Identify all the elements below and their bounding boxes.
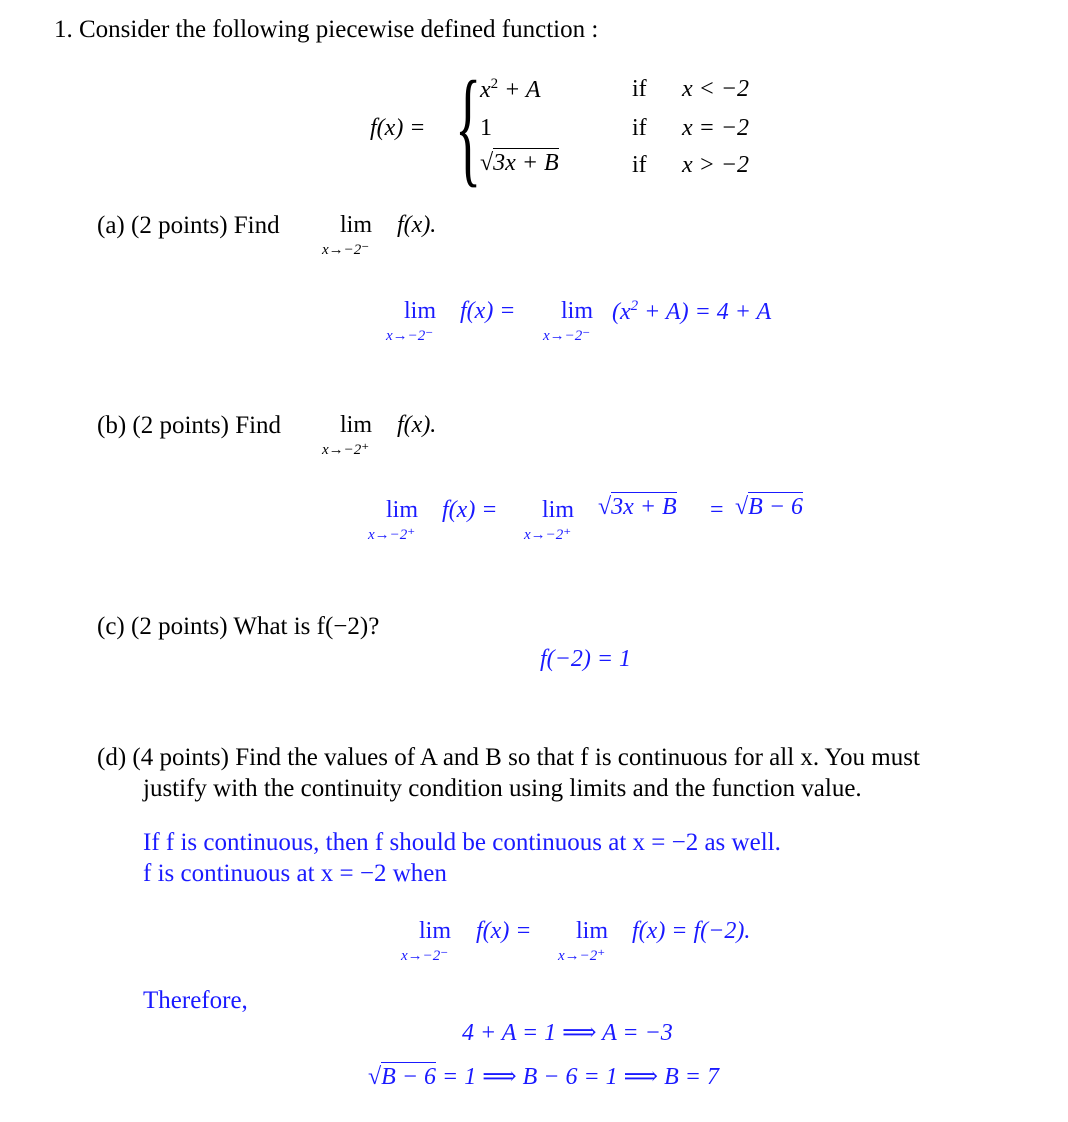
part-b-func: f(x). — [397, 412, 437, 438]
part-d-answer-line2: f is continuous at x = −2 when — [143, 860, 447, 887]
d-cond-rhs: f(x) = f(−2). — [632, 918, 751, 944]
case-1-condition: x < −2 — [682, 76, 750, 102]
a-ans-lim1: lim — [404, 298, 437, 324]
function-lhs: f(x) = — [370, 115, 426, 141]
case-1-if: if — [632, 76, 647, 102]
part-a-lim-sub: x→−2⁻ — [322, 242, 370, 258]
part-d-question-line1: (d) (4 points) Find the values of A and B so that f is continuous for all x. You must — [97, 744, 920, 771]
a-ans-sub1: x→−2⁻ — [386, 328, 434, 344]
case-3-expr: √3x + B — [480, 150, 559, 176]
a-ans-sub2: x→−2⁻ — [543, 328, 591, 344]
part-d-answer-line1: If f is continuous, then f should be continuous at x = −2 as well. — [143, 829, 781, 856]
part-a-question: (a) (2 points) Find — [97, 212, 280, 239]
a-ans-mid: f(x) = — [460, 298, 516, 324]
part-d-eq1: 4 + A = 1 ⟹ A = −3 — [462, 1020, 673, 1046]
d-cond-lim1: lim — [419, 918, 452, 944]
b-ans-lim1: lim — [386, 497, 419, 523]
case-1-expr: $x^2 + A$ — [480, 76, 541, 103]
part-d-question-line2: justify with the continuity condition using limits and the function value. — [143, 775, 862, 802]
case-3-condition: x > −2 — [682, 152, 750, 178]
d-cond-sub2: x→−2⁺ — [558, 948, 606, 964]
d-cond-sub1: x→−2⁻ — [401, 948, 449, 964]
b-ans-sub1: x→−2⁺ — [368, 527, 416, 543]
a-ans-rhs: $(x^2 + A) = 4 + A$ — [612, 298, 772, 325]
part-c-question: (c) (2 points) What is f(−2)? — [97, 613, 380, 640]
part-b-lim: lim — [340, 412, 373, 438]
b-ans-sub2: x→−2⁺ — [524, 527, 572, 543]
part-b-question: (b) (2 points) Find — [97, 412, 282, 439]
case-2-if: if — [632, 115, 647, 141]
left-brace: { — [455, 55, 482, 199]
d-cond-lim2: lim — [576, 918, 609, 944]
problem-number: 1. — [54, 16, 73, 43]
b-ans-sqrt1: √3x + B — [598, 494, 677, 520]
b-ans-mid: f(x) = — [442, 497, 498, 523]
b-ans-eq: = — [710, 497, 724, 523]
problem-intro: Consider the following piecewise defined function : — [79, 16, 599, 43]
case-3-if: if — [632, 152, 647, 178]
b-ans-lim2: lim — [542, 497, 575, 523]
part-c-answer: f(−2) = 1 — [540, 646, 632, 672]
problem-heading — [54, 16, 598, 44]
part-a-lim: lim — [340, 212, 373, 238]
part-d-eq2: √B − 6 = 1 ⟹ B − 6 = 1 ⟹ B = 7 — [368, 1064, 719, 1090]
part-a-func: f(x). — [397, 212, 437, 238]
b-ans-sqrt2: √B − 6 — [735, 494, 804, 520]
part-d-therefore: Therefore, — [143, 987, 248, 1014]
part-b-lim-sub: x→−2⁺ — [322, 442, 370, 458]
a-ans-lim2: lim — [561, 298, 594, 324]
case-2-condition: x = −2 — [682, 115, 750, 141]
case-2-expr: 1 — [480, 115, 492, 141]
d-cond-mid: f(x) = — [476, 918, 532, 944]
